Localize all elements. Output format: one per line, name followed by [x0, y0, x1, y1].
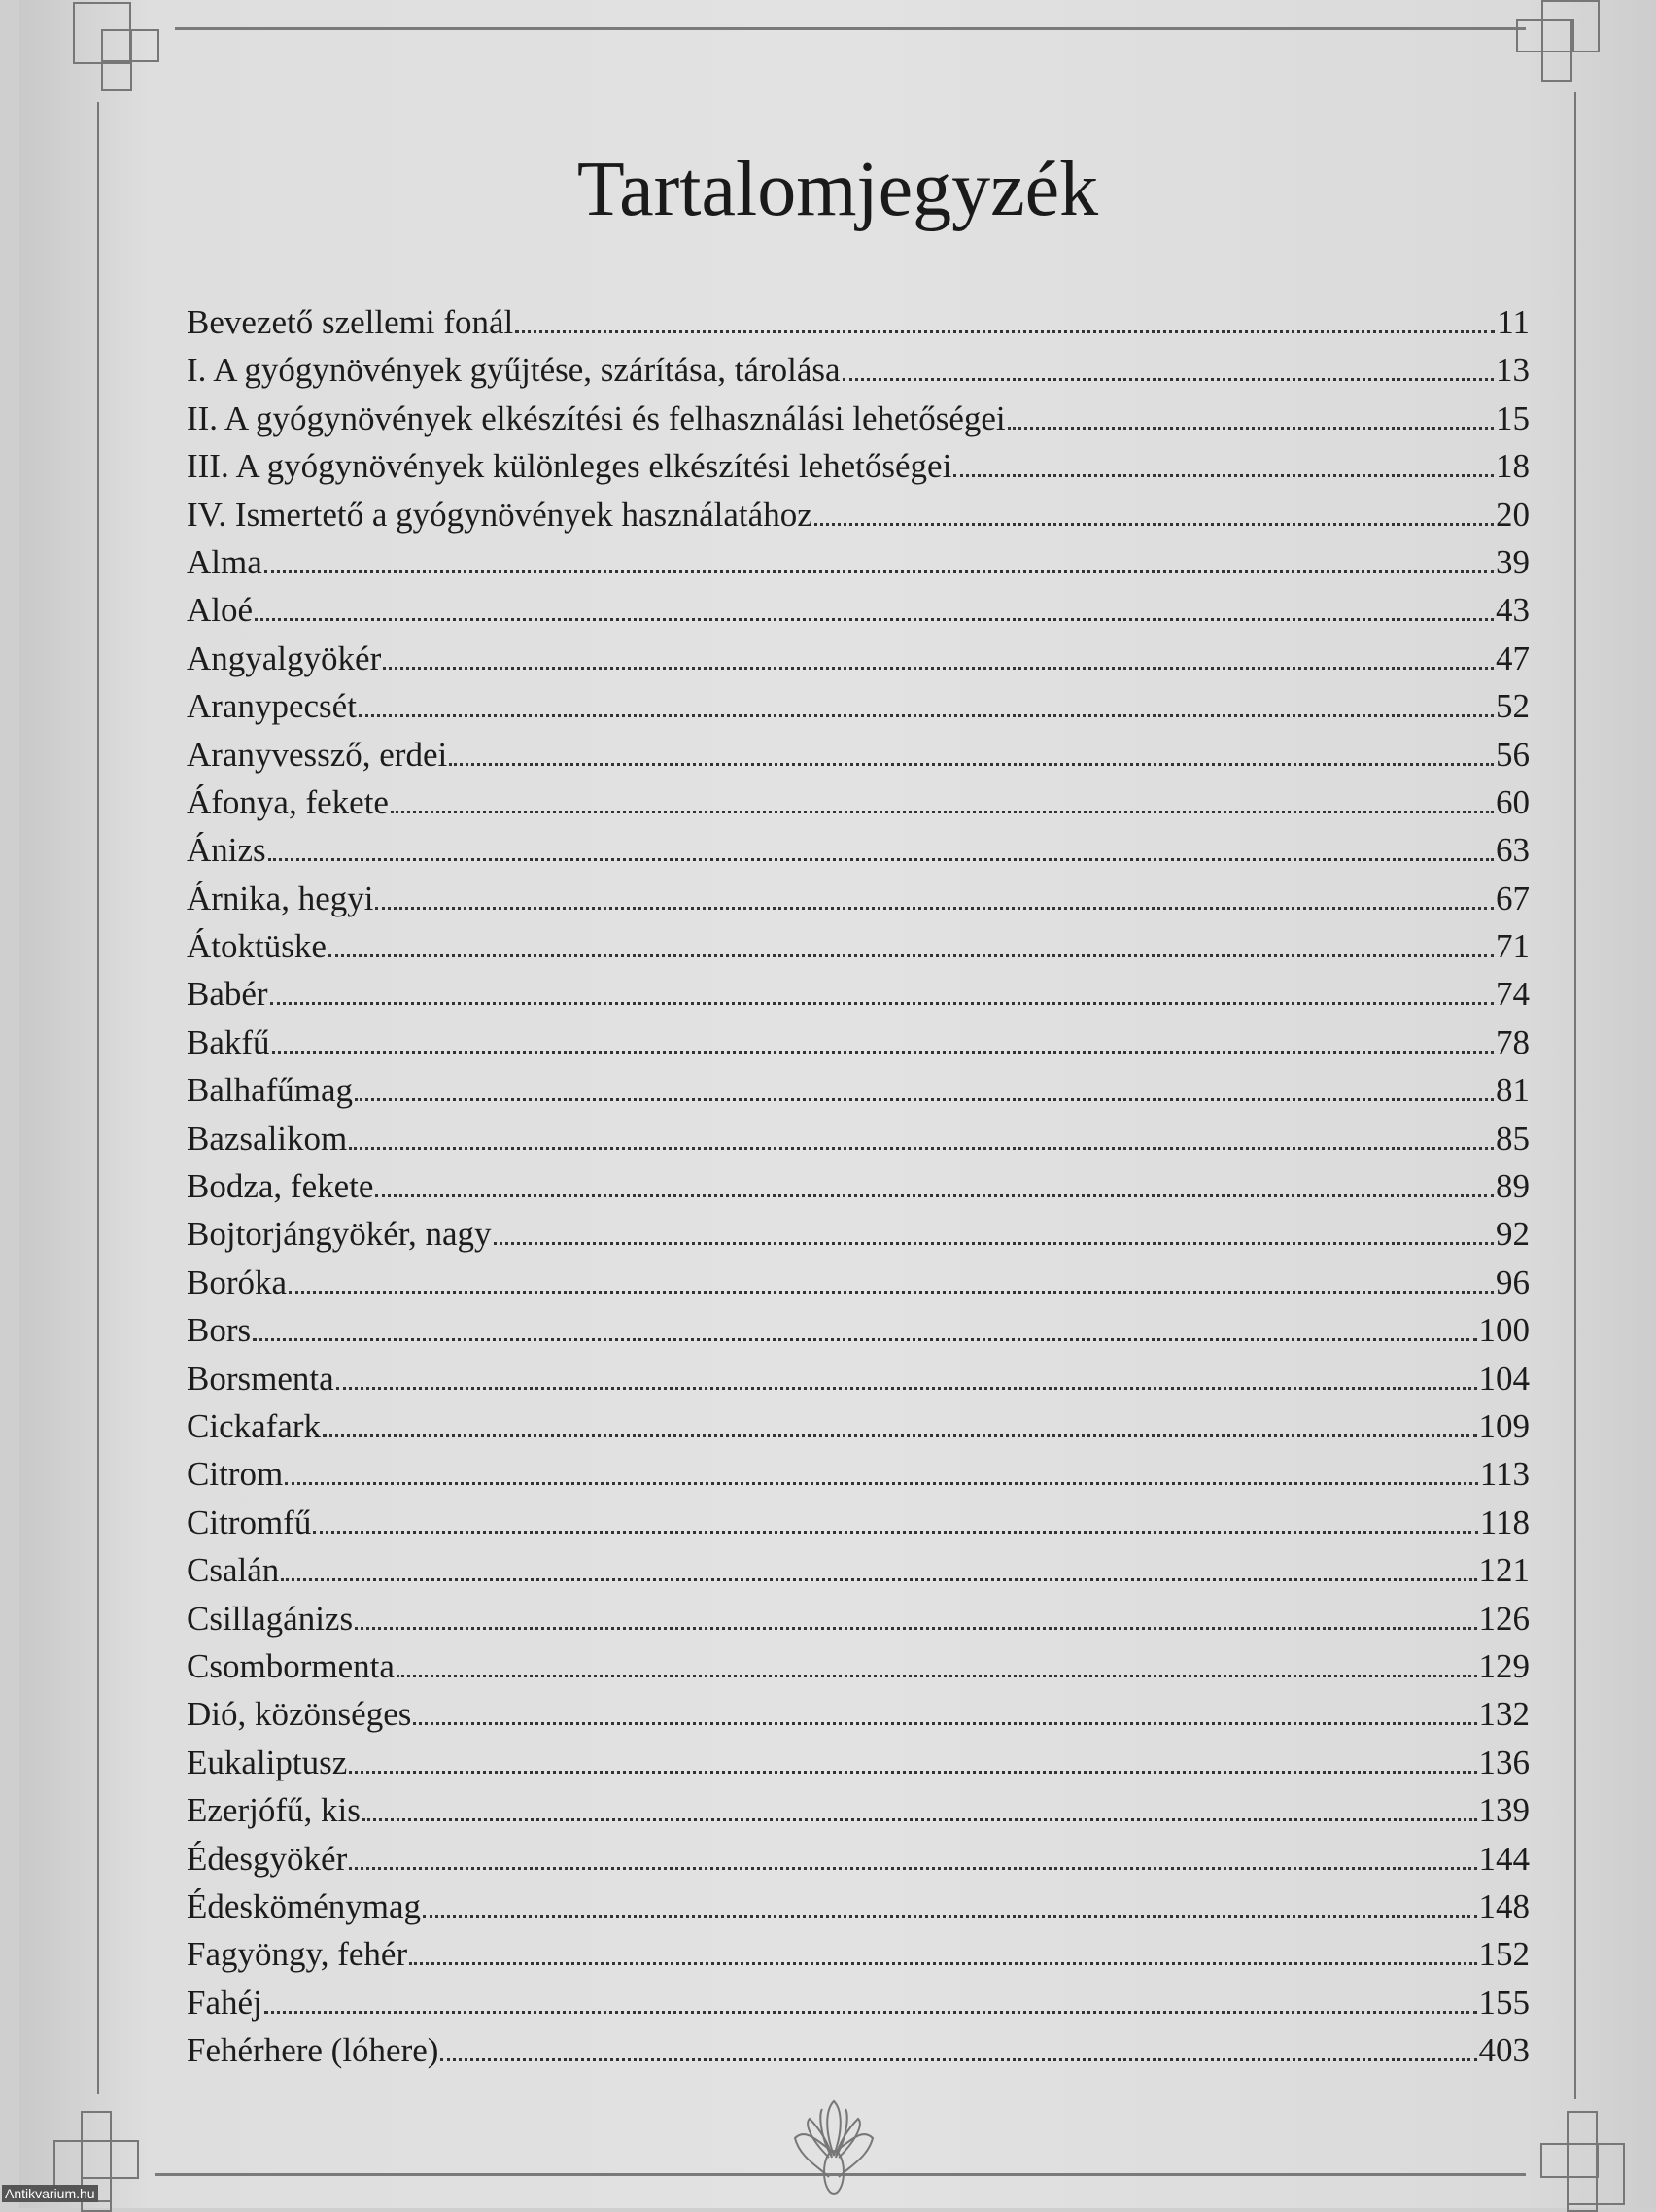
toc-entry [187, 496, 1530, 543]
toc-entry [187, 1551, 1530, 1599]
toc-entry [187, 399, 1530, 447]
dot-leader [953, 474, 1494, 477]
dot-leader [272, 1051, 1494, 1054]
dot-leader [323, 1434, 1477, 1437]
dot-leader [413, 1722, 1476, 1725]
toc-entry-label: I. A gyógynövények gyűjtése, szárítása, tárolása [187, 351, 841, 390]
dot-leader [336, 1387, 1477, 1390]
toc-entry-page: 13 [1496, 351, 1530, 390]
toc-entry-page: 109 [1478, 1406, 1530, 1445]
dot-leader [253, 1338, 1476, 1341]
toc-entry [187, 975, 1530, 1022]
dot-leader [349, 1147, 1494, 1150]
dot-leader [814, 523, 1494, 526]
toc-entry [187, 1023, 1530, 1071]
toc-entry-label: Fehérhere (lóhere) [187, 2031, 439, 2070]
toc-entry-page: 89 [1496, 1167, 1530, 1206]
toc-entry-page: 18 [1496, 447, 1530, 486]
dot-leader [362, 1818, 1477, 1821]
dot-leader [264, 570, 1494, 573]
toc-entry [187, 1744, 1530, 1791]
toc-entry [187, 303, 1530, 351]
toc-entry [187, 1791, 1530, 1839]
toc-entry-page: 139 [1478, 1791, 1530, 1830]
toc-entry-page: 78 [1496, 1022, 1530, 1061]
toc-entry [187, 1407, 1530, 1455]
toc-entry-label: Fahéj [187, 1983, 262, 2022]
toc-entry-label: Alma [187, 542, 262, 581]
dot-leader [494, 1242, 1494, 1245]
top-border-line [175, 27, 1526, 30]
toc-entry-label: Citrom [187, 1455, 284, 1494]
toc-entry-label: Bakfű [187, 1022, 270, 1061]
dot-leader [409, 1962, 1476, 1965]
toc-entry [187, 1311, 1530, 1359]
toc-entry-label: Eukaliptusz [187, 1743, 348, 1781]
toc-entry [187, 736, 1530, 783]
toc-entry-label: Csillagánizs [187, 1599, 354, 1638]
dot-leader [375, 1194, 1494, 1197]
toc-entry-label: Aranyvessző, erdei [187, 735, 448, 774]
toc-entry [187, 1887, 1530, 1935]
toc-entry-page: 81 [1496, 1071, 1530, 1110]
toc-entry-page: 47 [1496, 639, 1530, 677]
toc-entry [187, 1695, 1530, 1743]
dot-leader [281, 1578, 1476, 1581]
dot-leader [375, 907, 1494, 910]
toc-entry [187, 1984, 1530, 2031]
toc-entry-label: Édesköménymag [187, 1886, 422, 1925]
toc-entry [187, 1167, 1530, 1215]
dot-leader [423, 1915, 1476, 1918]
toc-entry-page: 132 [1478, 1695, 1530, 1734]
toc-entry [187, 1455, 1530, 1503]
toc-entry [187, 2031, 1530, 2079]
toc-entry-label: Áfonya, fekete [187, 782, 389, 821]
toc-entry-page: 74 [1496, 975, 1530, 1014]
toc-entry-label: Ezerjófű, kis [187, 1791, 361, 1830]
toc-entry-label: Átoktüske [187, 927, 327, 966]
dot-leader [349, 1867, 1476, 1870]
toc-entry-label: Bazsalikom [187, 1119, 348, 1158]
toc-entry-page: 152 [1478, 1935, 1530, 1974]
toc-entry-page: 85 [1496, 1119, 1530, 1158]
toc-entry [187, 880, 1530, 927]
dot-leader [397, 1675, 1477, 1677]
toc-entry-label: Árnika, hegyi [187, 879, 374, 917]
toc-entry-page: 71 [1496, 927, 1530, 966]
toc-entry [187, 1840, 1530, 1887]
watermark: Antikvarium.hu [2, 2185, 98, 2202]
toc-entry-page: 403 [1478, 2031, 1530, 2070]
toc-entry [187, 639, 1530, 687]
toc-entry-page: 118 [1479, 1503, 1530, 1541]
dot-leader [255, 618, 1494, 621]
dot-leader [268, 858, 1494, 861]
left-border-line [97, 102, 99, 2094]
toc-entry-label: Ánizs [187, 831, 266, 870]
toc-entry-label: Citromfű [187, 1503, 312, 1541]
toc-entry-label: III. A gyógynövények különleges elkészítési lehetőségei [187, 447, 952, 486]
toc-entry-label: Bors [187, 1311, 252, 1350]
toc-entry [187, 1600, 1530, 1647]
toc-entry-label: II. A gyógynövények elkészítési és felhasználási lehetőségei [187, 398, 1006, 437]
toc-entry-page: 67 [1496, 879, 1530, 917]
toc-entry-label: IV. Ismertető a gyógynövények használatához [187, 495, 812, 534]
toc-entry-label: Bojtorjángyökér, nagy [187, 1215, 492, 1254]
dot-leader [349, 1771, 1476, 1774]
dot-leader [270, 1002, 1494, 1005]
toc-entry-label: Bodza, fekete [187, 1167, 374, 1206]
toc-entry-page: 104 [1478, 1359, 1530, 1398]
toc-entry-label: Boróka [187, 1262, 288, 1301]
toc-entry [187, 1071, 1530, 1119]
toc-entry [187, 543, 1530, 591]
dot-leader [383, 667, 1494, 670]
toc-entry-page: 39 [1496, 542, 1530, 581]
dot-leader [355, 1098, 1494, 1101]
table-of-contents [187, 303, 1530, 2079]
toc-entry-page: 63 [1496, 831, 1530, 870]
toc-entry-page: 129 [1478, 1646, 1530, 1685]
page-title: Tartalomjegyzék [576, 147, 1099, 232]
toc-entry-label: Dió, közönséges [187, 1695, 412, 1734]
dot-leader [328, 954, 1494, 957]
toc-entry [187, 591, 1530, 639]
toc-entry-page: 113 [1479, 1455, 1530, 1494]
toc-entry [187, 1503, 1530, 1551]
toc-entry [187, 1647, 1530, 1695]
toc-entry [187, 447, 1530, 495]
toc-entry-label: Cickafark [187, 1406, 321, 1445]
dot-leader [359, 714, 1494, 717]
toc-entry-page: 43 [1496, 591, 1530, 630]
toc-entry-page: 144 [1478, 1839, 1530, 1878]
toc-entry [187, 783, 1530, 831]
toc-entry-page: 121 [1478, 1551, 1530, 1590]
toc-entry [187, 351, 1530, 398]
toc-entry-page: 136 [1478, 1743, 1530, 1781]
toc-entry-page: 155 [1478, 1983, 1530, 2022]
dot-leader [285, 1482, 1478, 1485]
toc-entry-label: Babér [187, 975, 268, 1014]
dot-leader [391, 811, 1494, 813]
toc-entry-page: 60 [1496, 782, 1530, 821]
dot-leader [289, 1291, 1494, 1294]
dot-leader [264, 2011, 1477, 2014]
toc-entry-page: 56 [1496, 735, 1530, 774]
dot-leader [449, 763, 1494, 766]
toc-entry [187, 831, 1530, 879]
toc-entry-page: 148 [1478, 1886, 1530, 1925]
toc-entry-label: Borsmenta [187, 1359, 334, 1398]
dot-leader [843, 378, 1494, 381]
right-border-line [1574, 92, 1576, 2099]
toc-entry-page: 15 [1496, 398, 1530, 437]
toc-entry-page: 20 [1496, 495, 1530, 534]
toc-entry-label: Aloé [187, 591, 254, 630]
toc-entry-label: Aranypecsét [187, 687, 357, 726]
toc-entry [187, 687, 1530, 735]
dot-leader [313, 1531, 1477, 1534]
toc-entry [187, 1360, 1530, 1407]
toc-entry-page: 100 [1478, 1311, 1530, 1350]
toc-entry-page: 96 [1496, 1262, 1530, 1301]
toc-entry-label: Balhafűmag [187, 1071, 354, 1110]
toc-entry-label: Angyalgyökér [187, 639, 382, 677]
toc-entry [187, 1263, 1530, 1311]
toc-entry-page: 52 [1496, 687, 1530, 726]
toc-entry-page: 92 [1496, 1215, 1530, 1254]
toc-entry-label: Csombormenta [187, 1646, 395, 1685]
toc-entry [187, 1935, 1530, 1983]
toc-entry [187, 1120, 1530, 1167]
toc-entry-page: 11 [1497, 303, 1530, 341]
toc-entry-label: Bevezető szellemi fonál [187, 303, 514, 341]
toc-entry-page: 126 [1478, 1599, 1530, 1638]
toc-entry [187, 1215, 1530, 1262]
toc-entry-label: Csalán [187, 1551, 280, 1590]
book-page [19, 0, 1656, 2208]
lotus-ornament-icon [776, 2099, 892, 2196]
dot-leader [355, 1627, 1476, 1630]
toc-entry [187, 927, 1530, 975]
dot-leader [515, 330, 1495, 333]
toc-entry-label: Édesgyökér [187, 1839, 348, 1878]
toc-entry-label: Fagyöngy, fehér [187, 1935, 408, 1974]
dot-leader [440, 2058, 1476, 2061]
dot-leader [1008, 427, 1494, 430]
